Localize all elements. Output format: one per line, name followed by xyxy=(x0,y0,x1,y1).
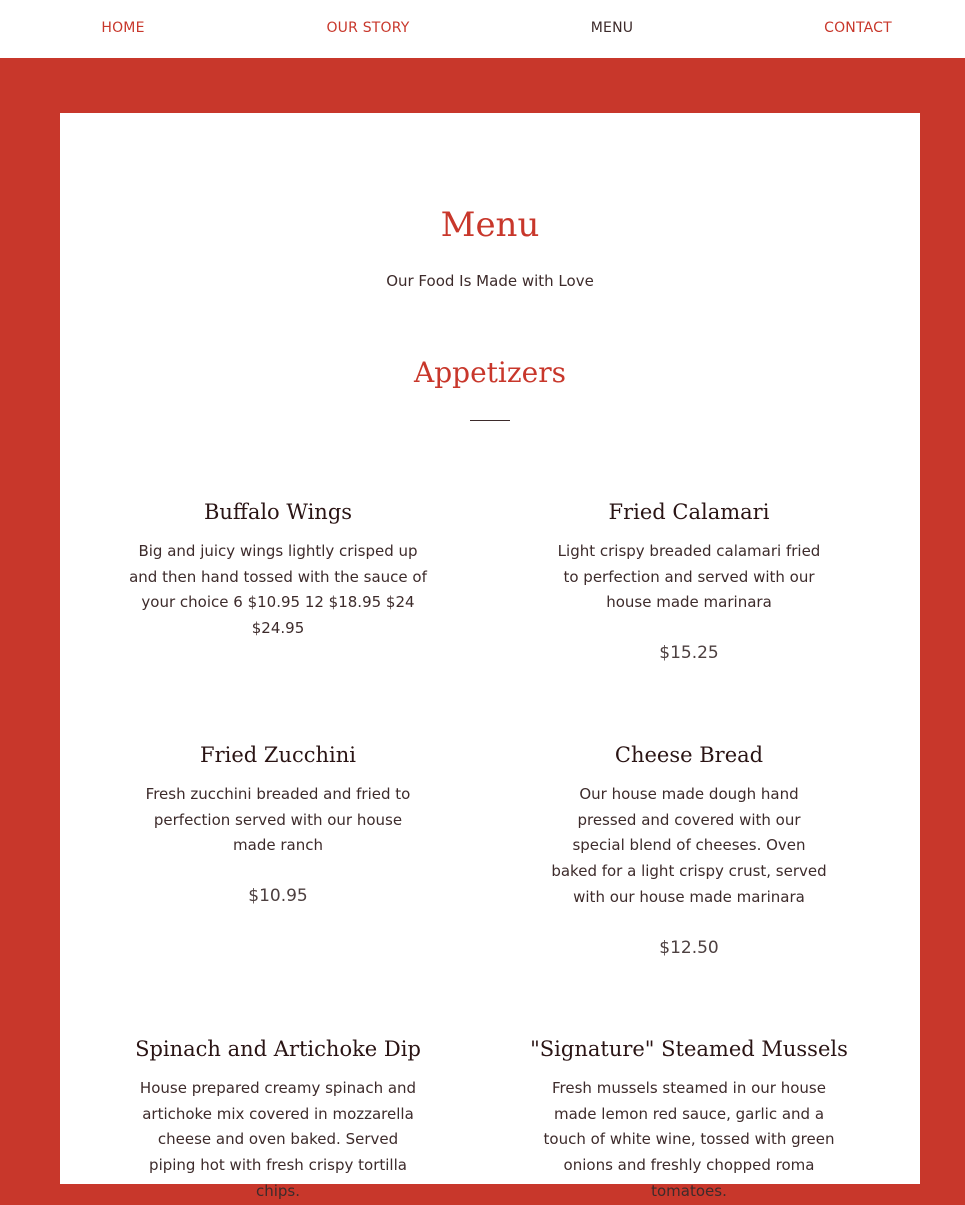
menu-item-description: House prepared creamy spinach and artichoke mix covered in mozzarella cheese and oven baked. Served piping hot with fresh crispy tortilla chips. xyxy=(139,1079,417,1200)
menu-item xyxy=(529,1035,849,1205)
menu-item-name: Spinach and Artichoke Dip xyxy=(135,1037,421,1061)
menu-item xyxy=(529,741,849,960)
nav-our-story-link[interactable]: OUR STORY xyxy=(326,20,410,36)
menu-item-name: "Signature" Steamed Mussels xyxy=(530,1037,848,1061)
menu-item xyxy=(118,1035,438,1205)
menu-item-price: $15.25 xyxy=(659,643,719,664)
menu-item-description: Fresh mussels steamed in our house made lemon red sauce, garlic and a touch of white wine, tossed with green onions and freshly chopped roma tomatoes. xyxy=(543,1079,835,1200)
top-navigation xyxy=(0,0,965,58)
nav-contact-link[interactable]: CONTACT xyxy=(824,20,892,36)
page-title: Menu xyxy=(440,205,540,245)
section-divider xyxy=(470,420,510,421)
menu-item-description: Fresh zucchini breaded and fried to perfection served with our house made ranch xyxy=(145,785,411,855)
nav-menu-link[interactable]: MENU xyxy=(590,20,634,36)
page-subtitle: Our Food Is Made with Love xyxy=(386,272,594,290)
menu-item-description: Our house made dough hand pressed and covered with our special blend of cheeses. Oven baked for a light crispy crust, served with our house made marinara xyxy=(551,785,827,906)
menu-item-name: Fried Calamari xyxy=(608,500,770,524)
menu-item-name: Fried Zucchini xyxy=(200,743,356,767)
menu-card xyxy=(60,113,920,1200)
nav-home-link[interactable]: HOME xyxy=(101,20,145,36)
section-title-appetizers: Appetizers xyxy=(414,356,566,389)
menu-item-price: $12.50 xyxy=(659,937,719,958)
menu-item-price: $10.95 xyxy=(248,886,308,907)
menu-item xyxy=(118,498,438,642)
menu-item-description: Big and juicy wings lightly crisped up and then hand tossed with the sauce of your choice 6 $10.95 12 $18.95 $24 $24.95 xyxy=(129,542,427,638)
menu-item xyxy=(529,498,849,665)
menu-item-description: Light crispy breaded calamari fried to perfection and served with our house made marinara xyxy=(557,542,821,612)
menu-item-name: Buffalo Wings xyxy=(203,500,353,524)
menu-item-name: Cheese Bread xyxy=(614,743,764,767)
menu-item xyxy=(118,741,438,908)
